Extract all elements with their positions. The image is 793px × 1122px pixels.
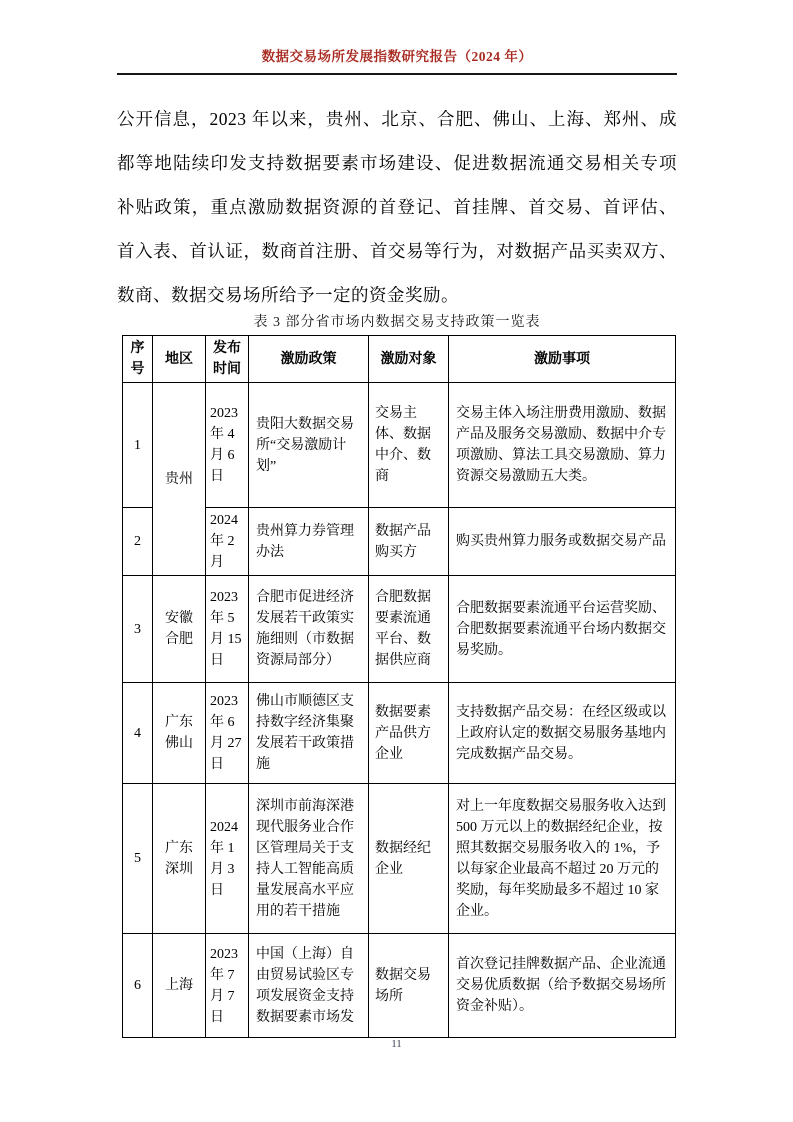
cell-item: 首次登记挂牌数据产品、企业流通交易优质数据（给予数据交易场所资金补贴）。 (449, 934, 676, 1038)
column-header-index: 序号 (123, 336, 153, 383)
column-header-date: 发布时间 (206, 336, 249, 383)
cell-target: 数据产品购买方 (369, 508, 449, 576)
body-text-line: 首入表、首认证，数商首注册、首交易等行为，对数据产品买卖双方、 (117, 241, 677, 261)
table-row (123, 576, 676, 683)
cell-index: 5 (123, 784, 153, 934)
body-text-line: 补贴政策，重点激励数据资源的首登记、首挂牌、首交易、首评估、 (117, 197, 677, 217)
table-caption: 表 3 部分省市场内数据交易支持政策一览表 (253, 315, 541, 330)
cell-region: 安徽合肥 (153, 576, 206, 683)
cell-date: 2024 年 1 月 3 日 (206, 784, 249, 934)
policy-table (122, 335, 676, 1038)
cell-index: 1 (123, 383, 153, 508)
column-header-item: 激励事项 (449, 336, 676, 383)
cell-item: 对上一年度数据交易服务收入达到 500 万元以上的数据经纪企业，按照其数据交易服务收入的 1%，予以每家企业最高不超过 20 万元的奖励，每年奖励最多不超过 10 家企业。 (449, 784, 676, 934)
cell-target: 数据交易场所 (369, 934, 449, 1038)
cell-policy: 贵州算力券管理办法 (249, 508, 369, 576)
table-row (123, 383, 676, 508)
cell-region: 贵州 (153, 383, 206, 576)
table-header-row (123, 336, 676, 383)
cell-policy: 中国（上海）自由贸易试验区专项发展资金支持数据要素市场发 (249, 934, 369, 1038)
cell-target: 合肥数据要素流通平台、数据供应商 (369, 576, 449, 683)
cell-region: 广东深圳 (153, 784, 206, 934)
cell-policy: 佛山市顺德区支持数字经济集聚发展若干政策措施 (249, 683, 369, 784)
table-row (123, 683, 676, 784)
cell-item: 交易主体入场注册费用激励、数据产品及服务交易激励、数据中介专项激励、算法工具交易激励、算力资源交易激励五大类。 (449, 383, 676, 508)
cell-date: 2024 年 2 月 (206, 508, 249, 576)
body-text-line: 都等地陆续印发支持数据要素市场建设、促进数据流通交易相关专项 (117, 153, 677, 173)
column-header-target: 激励对象 (369, 336, 449, 383)
table-row (123, 508, 676, 576)
running-header-title: 数据交易场所发展指数研究报告（2024 年） (261, 49, 533, 64)
table-row (123, 934, 676, 1038)
cell-region: 广东佛山 (153, 683, 206, 784)
cell-policy: 贵阳大数据交易所“交易激励计划” (249, 383, 369, 508)
cell-target: 数据要素产品供方企业 (369, 683, 449, 784)
cell-item: 合肥数据要素流通平台运营奖励、合肥数据要素流通平台场内数据交易奖励。 (449, 576, 676, 683)
cell-index: 2 (123, 508, 153, 576)
column-header-policy: 激励政策 (249, 336, 369, 383)
cell-item: 支持数据产品交易：在经区级或以上政府认定的数据交易服务基地内完成数据产品交易。 (449, 683, 676, 784)
cell-index: 3 (123, 576, 153, 683)
cell-index: 4 (123, 683, 153, 784)
page-number: 11 (391, 1038, 402, 1050)
cell-index: 6 (123, 934, 153, 1038)
body-paragraph (117, 97, 677, 317)
cell-target: 数据经纪企业 (369, 784, 449, 934)
cell-item: 购买贵州算力服务或数据交易产品 (449, 508, 676, 576)
cell-policy: 深圳市前海深港现代服务业合作区管理局关于支持人工智能高质量发展高水平应用的若干措施 (249, 784, 369, 934)
cell-target: 交易主体、数据中介、数商 (369, 383, 449, 508)
cell-policy: 合肥市促进经济发展若干政策实施细则（市数据资源局部分） (249, 576, 369, 683)
table-row (123, 784, 676, 934)
cell-date: 2023 年 5 月 15 日 (206, 576, 249, 683)
cell-date: 2023 年 4 月 6 日 (206, 383, 249, 508)
cell-region: 上海 (153, 934, 206, 1038)
column-header-region: 地区 (153, 336, 206, 383)
cell-date: 2023 年 7 月 7 日 (206, 934, 249, 1038)
body-text-line: 数商、数据交易场所给予一定的资金奖励。 (117, 285, 459, 305)
body-text-line: 公开信息，2023 年以来，贵州、北京、合肥、佛山、上海、郑州、成 (117, 109, 677, 129)
header-rule (117, 73, 677, 75)
cell-date: 2023 年 6 月 27 日 (206, 683, 249, 784)
